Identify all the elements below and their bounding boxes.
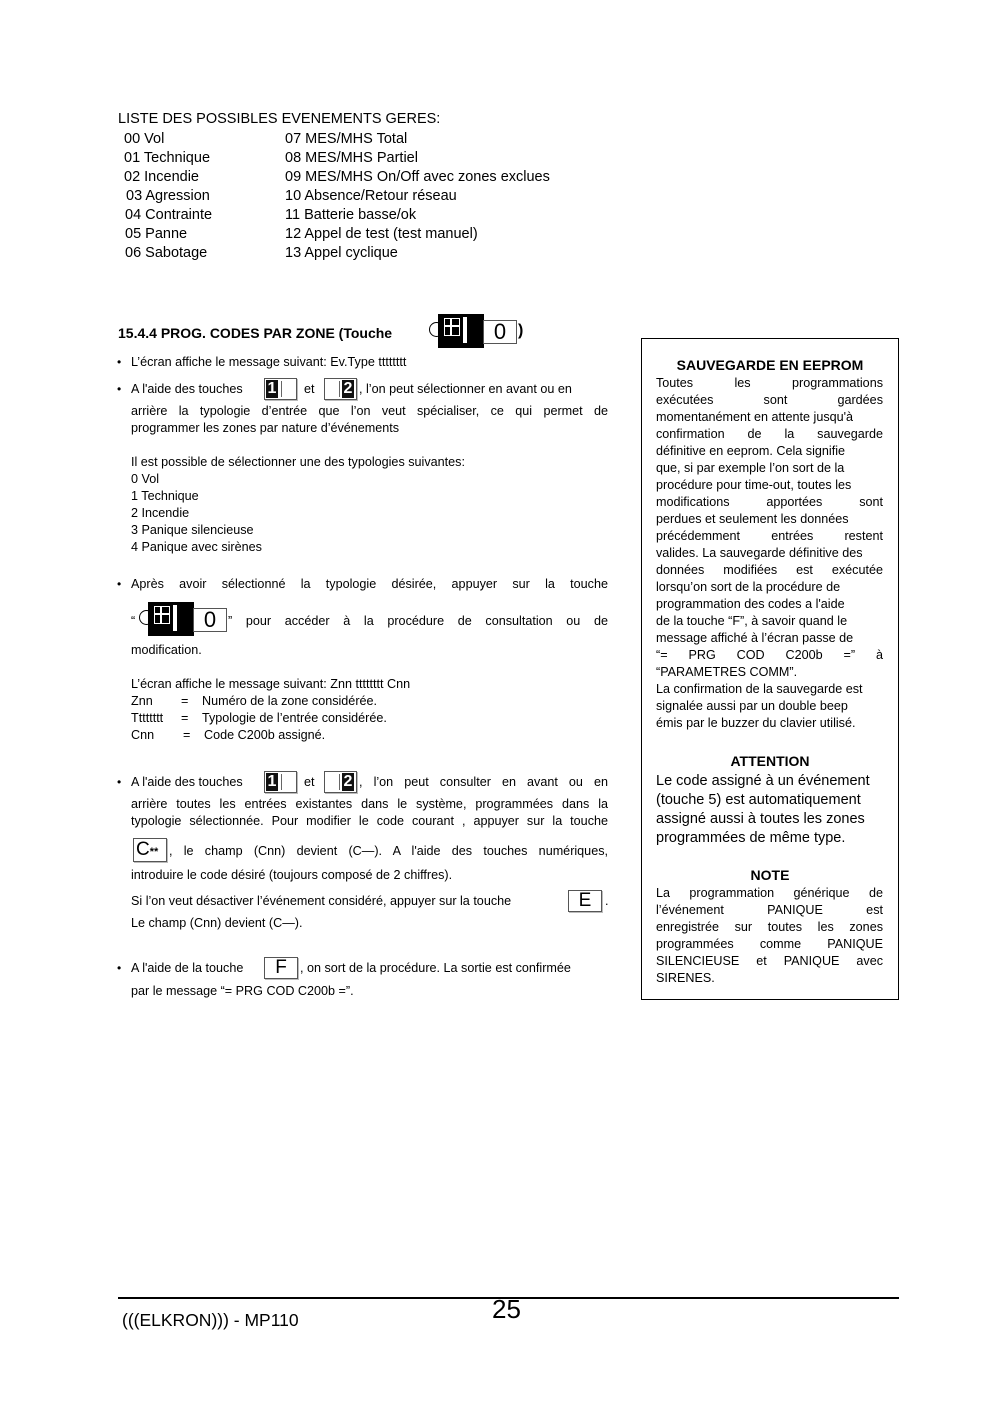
- bullet-1-text: L’écran affiche le message suivant: Ev.Type tttttttt: [131, 355, 407, 369]
- bullet: •: [117, 961, 122, 975]
- section-title: 15.4.4 PROG. CODES PAR ZONE (Touche: [118, 325, 393, 341]
- message-value: Typologie de l’entrée considérée.: [202, 711, 387, 725]
- typology-item: 1 Technique: [131, 489, 199, 503]
- sidebox-line: SILENCIEUSE et PANIQUE avec: [656, 954, 883, 968]
- message-eq: [181, 693, 190, 744]
- events-title: LISTE DES POSSIBLES EVENEMENTS GERES:: [118, 111, 441, 127]
- sidebox-line: définitive en eeprom. Cela signifie: [656, 444, 846, 458]
- bullet: •: [117, 382, 122, 396]
- sidebox-line: signalée aussi par un double beep: [656, 699, 848, 713]
- key-c-letter: C: [136, 839, 150, 860]
- events-left-column: [124, 130, 212, 263]
- zone-key-icon: [429, 314, 517, 348]
- bullet-4-line-4: , le champ (Cnn) devient (C—). A l'aide des touches numériques,: [169, 844, 608, 858]
- key-1: [264, 771, 297, 793]
- footer-brand: (((ELKRON))) - MP110: [122, 1310, 299, 1330]
- bullet: •: [117, 355, 122, 369]
- sidebox-line: (touche 5) est automatiquement: [656, 792, 861, 808]
- page-number: 25: [492, 1294, 521, 1324]
- sidebox-line: programmées de même type.: [656, 830, 846, 846]
- bullet: •: [117, 577, 122, 591]
- event-item: 12 Appel de test (test manuel): [285, 226, 478, 242]
- sidebox-line: données modifiées est exécutée: [656, 563, 883, 577]
- key-2-digit: 2: [343, 773, 353, 790]
- bullet-4-line-6-end: .: [605, 894, 609, 908]
- message-intro: L’écran affiche le message suivant: Znn tttttttt Cnn: [131, 677, 411, 691]
- sidebox-line: La programmation générique de: [656, 886, 883, 900]
- bullet-3-line-2: ” pour accéder à la procédure de consultation ou de: [228, 614, 608, 628]
- zone-key-digit: 0: [483, 320, 517, 344]
- bullet-5-text-a: A l'aide de la touche: [131, 961, 244, 975]
- typology-item: 0 Vol: [131, 472, 160, 486]
- events-right-column: [285, 130, 550, 263]
- sidebox-line: La confirmation de la sauvegarde est: [656, 682, 863, 696]
- bullet-4-et: et: [304, 775, 315, 789]
- typologies-intro: Il est possible de sélectionner une des typologies suivantes:: [131, 455, 465, 469]
- key-2-digit: 2: [343, 380, 353, 397]
- event-item: 08 MES/MHS Partiel: [285, 150, 418, 166]
- sidebox-line: perdues et seulement les données: [656, 512, 849, 526]
- event-item: 09 MES/MHS On/Off avec zones exclues: [285, 169, 550, 185]
- bullet-4-text-a: A l'aide des touches: [131, 775, 243, 789]
- sidebox-paragraph-attention: [656, 772, 886, 848]
- sidebox-line: l’événement PANIQUE est: [656, 903, 883, 917]
- sidebox-line: “= PRG COD C200b =” à: [656, 648, 883, 662]
- event-item: 06 Sabotage: [125, 245, 208, 261]
- sidebox-line: procédure pour time-out, toutes les: [656, 478, 852, 492]
- window-icon: [154, 606, 170, 624]
- key-1-digit: 1: [267, 380, 277, 397]
- sidebox-line: SIRENES.: [656, 971, 715, 985]
- bullet-2-et: et: [304, 382, 315, 396]
- equals-sign: =: [183, 728, 191, 742]
- equals-sign: =: [181, 694, 189, 708]
- key-c-stars: **: [149, 846, 159, 858]
- event-item: 13 Appel cyclique: [285, 245, 398, 261]
- message-key: Znn: [131, 694, 153, 708]
- bullet-3-line-3: modification.: [131, 643, 202, 657]
- key-1: [264, 378, 297, 400]
- bullet-2-line-2: arrière la typologie d’entrée que l’on veut spécialiser, ce qui permet de: [131, 404, 608, 418]
- message-key: Cnn: [131, 728, 155, 742]
- message-value: Numéro de la zone considérée.: [202, 694, 378, 708]
- typology-list: [131, 471, 262, 556]
- key-c: [133, 838, 167, 862]
- event-item: 11 Batterie basse/ok: [285, 207, 417, 223]
- event-item: 05 Panne: [125, 226, 188, 242]
- sidebox-line: programmées comme PANIQUE: [656, 937, 883, 951]
- zone-key-icon: [139, 602, 227, 636]
- bullet-4-text-b: , l’on peut consulter en avant ou en: [359, 775, 608, 789]
- key-e: E: [568, 890, 602, 912]
- message-key: Tttttttt: [131, 711, 164, 725]
- bullet-4-line-7: Le champ (Cnn) devient (C—).: [131, 916, 303, 930]
- sidebox-line: “PARAMETRES COMM”.: [656, 665, 798, 679]
- eeprom-info-box: [641, 338, 899, 1000]
- event-item: 01 Technique: [124, 150, 211, 166]
- sidebox-line: assigné aussi à toutes les zones: [656, 811, 865, 827]
- bullet-3-open-quote: “: [131, 614, 136, 628]
- key-f: F: [264, 957, 298, 979]
- door-bar-icon: [463, 317, 467, 343]
- message-value: Code C200b assigné.: [204, 728, 326, 742]
- key-1-digit: 1: [267, 773, 277, 790]
- sidebox-line: que, si par exemple l’on sort de la: [656, 461, 845, 475]
- zone-key-digit: 0: [193, 608, 227, 632]
- sidebox-line: momentanément en attente jusqu'à: [656, 410, 854, 424]
- bullet-4-line-3: typologie sélectionnée. Pour modifier le code courant , appuyer sur la touche: [131, 814, 608, 828]
- sidebox-line: valides. La sauvegarde définitive des: [656, 546, 863, 560]
- key-2: [324, 378, 357, 400]
- event-item: 00 Vol: [124, 131, 165, 147]
- bullet-4-line-2: arrière toutes les entrées existantes dans le système, programmées dans la: [131, 797, 608, 811]
- sidebox-heading-eeprom: SAUVEGARDE EN EEPROM: [676, 357, 864, 373]
- event-item: 04 Contrainte: [125, 207, 213, 223]
- sidebox-line: exécutées sont gardées: [656, 393, 883, 407]
- equals-sign: =: [181, 711, 189, 725]
- typology-item: 2 Incendie: [131, 506, 190, 520]
- sidebox-line: lorsqu’on sort de la procédure de: [656, 580, 841, 594]
- sidebox-line: Le code assigné à un événement: [656, 773, 870, 789]
- message-values: [202, 693, 387, 744]
- bullet-2-line-3: programmer les zones par nature d’événements: [131, 421, 400, 435]
- door-bar-icon: [173, 605, 177, 631]
- bullet-5-text-b: , on sort de la procédure. La sortie est confirmée: [300, 961, 571, 975]
- bullet-4-line-5: introduire le code désiré (toujours composé de 2 chiffres).: [131, 868, 453, 882]
- typology-item: 3 Panique silencieuse: [131, 523, 254, 537]
- window-icon: [444, 318, 460, 336]
- sidebox-line: modifications apportées sont: [656, 495, 883, 509]
- bullet-5-line-2: par le message “= PRG COD C200b =”.: [131, 984, 354, 998]
- event-item: 10 Absence/Retour réseau: [285, 188, 457, 204]
- sidebox-line: précédemment entrées restent: [656, 529, 883, 543]
- sidebox-line: message affiché à l’écran passe de: [656, 631, 854, 645]
- event-item: 03 Agression: [126, 188, 210, 204]
- bullet-2-text-b: , l’on peut sélectionner en avant ou en: [359, 382, 572, 396]
- bullet-3-line-1: Après avoir sélectionné la typologie désirée, appuyer sur la touche: [131, 577, 608, 591]
- sidebox-line: programmation des codes a l'aide: [656, 597, 845, 611]
- sidebox-paragraph-eeprom: [656, 375, 883, 732]
- bullet: •: [117, 775, 122, 789]
- sidebox-heading-attention: ATTENTION: [730, 753, 810, 769]
- event-item: 02 Incendie: [124, 169, 199, 185]
- closing-paren: ): [518, 322, 524, 339]
- sidebox-line: émis par le buzzer du clavier utilisé.: [656, 716, 856, 730]
- sidebox-line: Toutes les programmations: [656, 376, 883, 390]
- bullet-4-line-6: Si l’on veut désactiver l’événement considéré, appuyer sur la touche: [131, 894, 512, 908]
- event-item: 07 MES/MHS Total: [285, 131, 408, 147]
- sidebox-line: enregistrée sur toutes les zones: [656, 920, 883, 934]
- sidebox-line: de la touche “F”, à savoir quand le: [656, 614, 848, 628]
- sidebox-heading-note: NOTE: [750, 867, 790, 883]
- typology-item: 4 Panique avec sirènes: [131, 540, 262, 554]
- sidebox-paragraph-note: [656, 885, 883, 987]
- bullet-2-text-a: A l'aide des touches: [131, 382, 243, 396]
- key-2: [324, 771, 357, 793]
- sidebox-line: confirmation de la sauvegarde: [656, 427, 883, 441]
- message-keys: [131, 693, 211, 744]
